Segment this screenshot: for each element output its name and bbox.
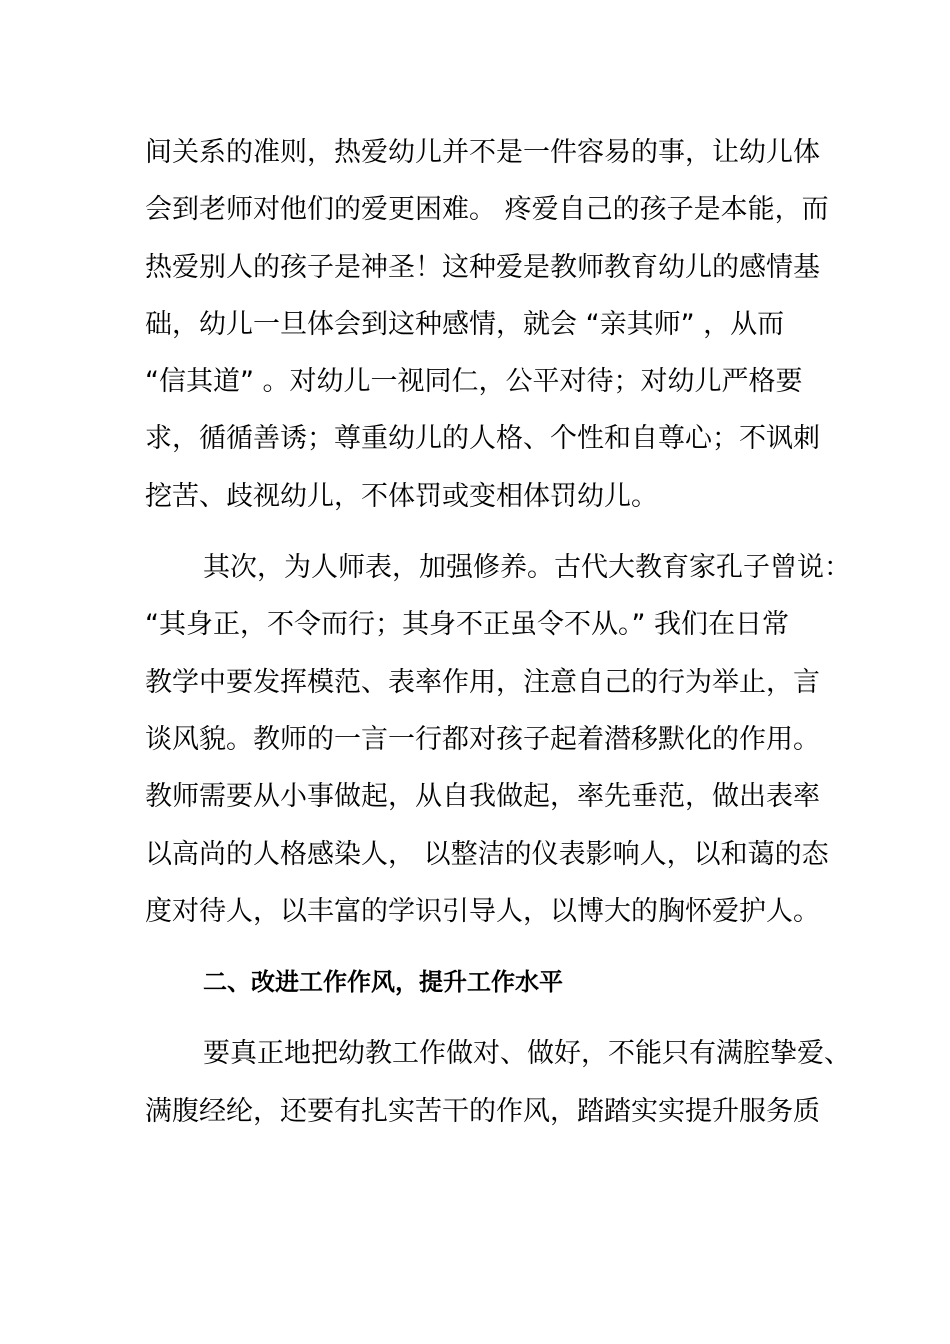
paragraph-work-style [145,1025,925,1140]
paragraph-respect-children [145,124,925,525]
paragraph-line: “其身正，不令而行；其身不正虽令不从。” 我们在日常 [145,609,790,641]
paragraph-line: 挖苦、歧视幼儿，不体罚或变相体罚幼儿。 [145,480,658,512]
paragraph-line: 间关系的准则，热爱幼儿并不是一件容易的事，让幼儿体 [145,137,820,168]
paragraph-line: 度对待人，以丰富的学识引导人，以博大的胸怀爱护人。 [145,895,820,927]
paragraph-line: 求，循循善诱；尊重幼儿的人格、个性和自尊心；不讽刺 [145,423,820,455]
document-body [145,124,925,1140]
paragraph-line: “信其道” 。对幼儿一视同仁，公平对待；对幼儿严格要 [145,366,803,398]
paragraph-spacer [145,940,925,954]
paragraph-role-model [145,539,925,940]
paragraph-line: 础，幼儿一旦体会到这种感情，就会 “亲其师” ，从而 [145,308,785,340]
paragraph-line: 教师需要从小事做起，从自我做起，率先垂范，做出表率 [145,781,820,813]
paragraph-spacer [145,525,925,539]
paragraph-line: 其次，为人师表，加强修养。古代大教育家孔子曾说： [203,552,851,584]
paragraph-line: 热爱别人的孩子是神圣！这种爱是教师教育幼儿的感情基 [145,251,820,283]
paragraph-line: 以高尚的人格感染人， 以整洁的仪表影响人，以和蔼的态 [145,838,829,870]
paragraph-line: 教学中要发挥模范、表率作用，注意自己的行为举止，言 [145,666,820,698]
paragraph-spacer [145,1011,925,1025]
paragraph-line: 谈风貌。教师的一言一行都对孩子起着潜移默化的作用。 [145,723,820,755]
paragraph-line: 要真正地把幼教工作做对、做好，不能只有满腔挚爱、 [203,1038,851,1070]
paragraph-line: 会到老师对他们的爱更困难。 疼爱自己的孩子是本能，而 [145,194,829,226]
section-heading: 二、改进工作作风，提升工作水平 [203,968,563,997]
paragraph-line: 满腹经纶，还要有扎实苦干的作风，踏踏实实提升服务质 [145,1095,820,1127]
